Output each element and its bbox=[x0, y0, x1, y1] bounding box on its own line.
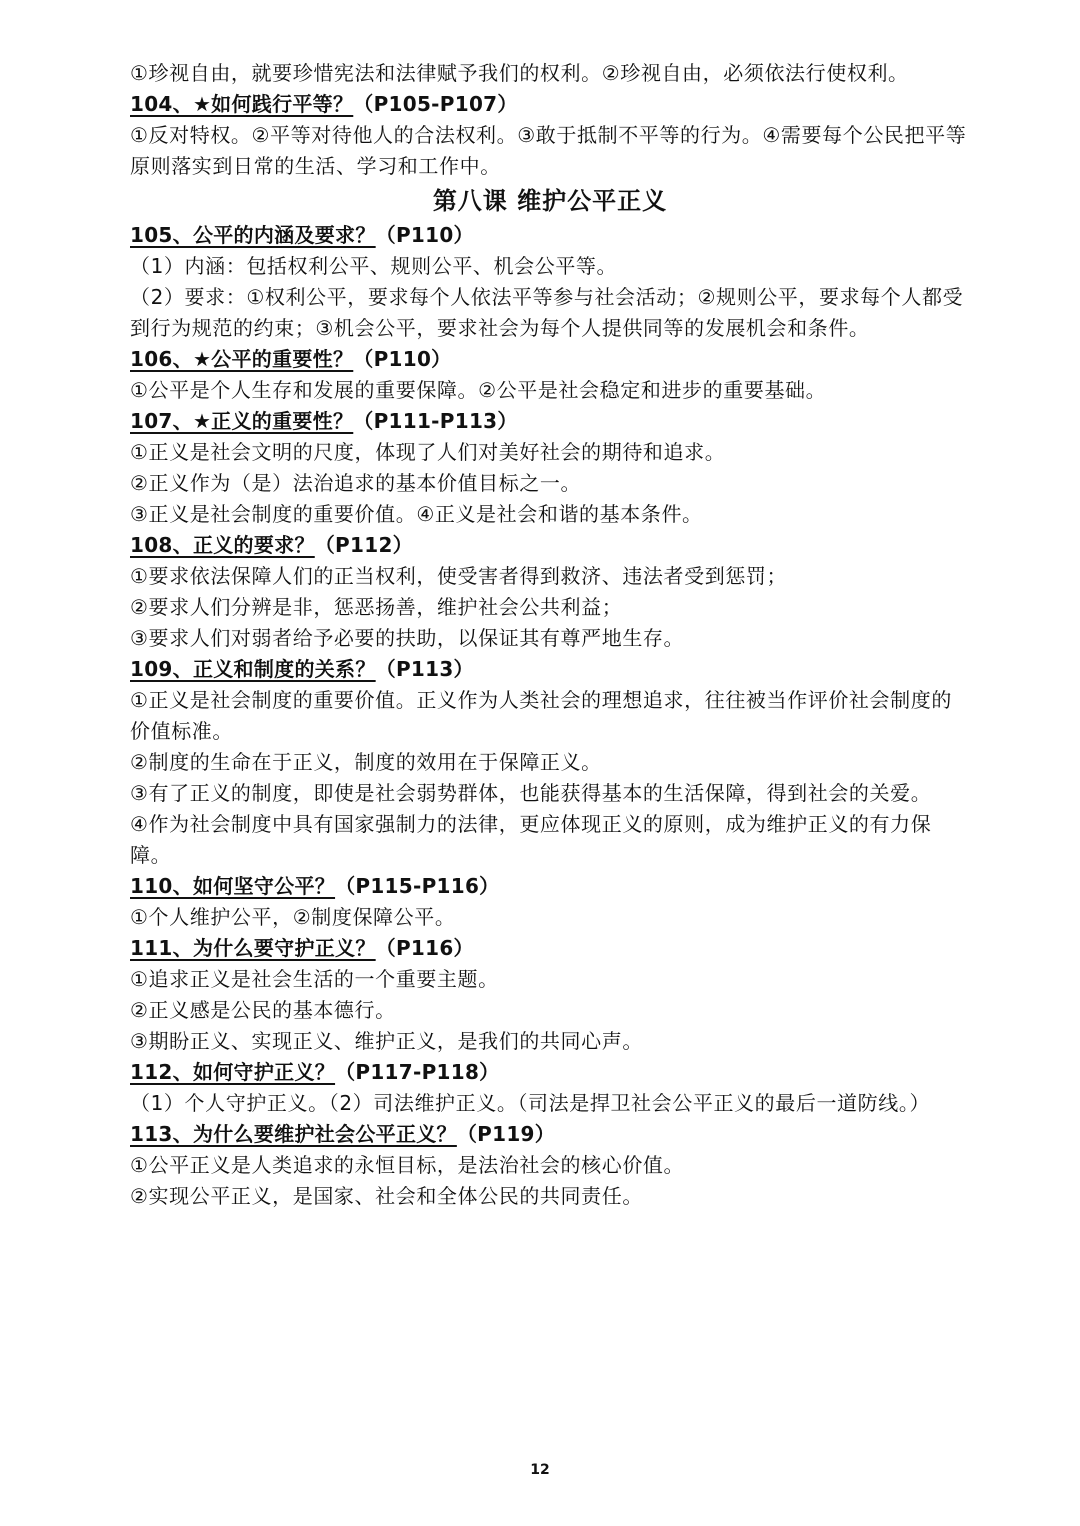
answer-105-2: （2）要求：①权利公平，要求每个人依法平等参与社会活动；②规则公平，要求每个人都受到行为规范的约束；③机会公平，要求社会为每个人提供同等的发展机会和条件。 bbox=[130, 285, 964, 340]
question-111 bbox=[130, 933, 970, 964]
answer-104: ①反对特权。②平等对待他人的合法权利。③敢于抵制不平等的行为。④需要每个公民把平等原则落实到日常的生活、学习和工作中。 bbox=[130, 123, 967, 178]
answer-111-2: ②正义感是公民的基本德行。 bbox=[130, 998, 396, 1022]
answer-109-2: ②制度的生命在于正义，制度的效用在于保障正义。 bbox=[130, 750, 602, 774]
question-title: 113、为什么要维护社会公平正义？ bbox=[130, 1122, 457, 1146]
answer-105-1: （1）内涵：包括权利公平、规则公平、机会公平等。 bbox=[130, 254, 618, 278]
answer-107-2: ②正义作为（是）法治追求的基本价值目标之一。 bbox=[130, 471, 582, 495]
question-112 bbox=[130, 1057, 970, 1088]
question-title: 111、为什么要守护正义？ bbox=[130, 936, 376, 960]
question-title: 106、★公平的重要性？ bbox=[130, 347, 354, 371]
question-107 bbox=[130, 406, 970, 437]
answer-109-3: ③有了正义的制度，即使是社会弱势群体，也能获得基本的生活保障，得到社会的关爱。 bbox=[130, 781, 932, 805]
answer-109-4: ④作为社会制度中具有国家强制力的法律，更应体现正义的原则，成为维护正义的有力保障。 bbox=[130, 812, 932, 867]
question-113 bbox=[130, 1119, 970, 1150]
question-105 bbox=[130, 220, 970, 251]
page-ref: （P111-P113） bbox=[353, 409, 518, 433]
document-body bbox=[130, 58, 970, 1212]
answer-113-1: ①公平正义是人类追求的永恒目标，是法治社会的核心价值。 bbox=[130, 1153, 685, 1177]
question-title: 105、公平的内涵及要求？ bbox=[130, 223, 376, 247]
page-ref: （P115-P116） bbox=[335, 874, 500, 898]
question-title: 109、正义和制度的关系？ bbox=[130, 657, 376, 681]
page-ref: （P110） bbox=[375, 223, 474, 247]
answer-111-3: ③期盼正义、实现正义、维护正义，是我们的共同心声。 bbox=[130, 1029, 643, 1053]
question-title: 104、★如何践行平等？ bbox=[130, 92, 354, 116]
answer-107-3: ③正义是社会制度的重要价值。④正义是社会和谐的基本条件。 bbox=[130, 502, 703, 526]
text-line: ①珍视自由，就要珍惜宪法和法律赋予我们的权利。②珍视自由，必须依法行使权利。 bbox=[130, 61, 909, 85]
lesson-heading: 第八课 维护公平正义 bbox=[432, 187, 668, 215]
answer-112: （1）个人守护正义。（2）司法维护正义。（司法是捍卫社会公平正义的最后一道防线。） bbox=[130, 1091, 931, 1115]
question-title: 107、★正义的重要性？ bbox=[130, 409, 354, 433]
page-number: 12 bbox=[530, 1462, 550, 1478]
page-ref: （P112） bbox=[314, 533, 413, 557]
question-104 bbox=[130, 89, 970, 120]
page-ref: （P117-P118） bbox=[335, 1060, 500, 1084]
answer-108-3: ③要求人们对弱者给予必要的扶助，以保证其有尊严地生存。 bbox=[130, 626, 685, 650]
answer-108-2: ②要求人们分辨是非，惩恶扬善，维护社会公共利益； bbox=[130, 595, 623, 619]
answer-107-1: ①正义是社会文明的尺度，体现了人们对美好社会的期待和追求。 bbox=[130, 440, 726, 464]
answer-109-1: ①正义是社会制度的重要价值。正义作为人类社会的理想追求，往往被当作评价社会制度的价值标准。 bbox=[130, 688, 952, 743]
question-108 bbox=[130, 530, 970, 561]
question-title: 108、正义的要求？ bbox=[130, 533, 315, 557]
question-title: 110、如何坚守公平？ bbox=[130, 874, 336, 898]
page-ref: （P113） bbox=[375, 657, 474, 681]
page-ref: （P105-P107） bbox=[353, 92, 518, 116]
answer-111-1: ①追求正义是社会生活的一个重要主题。 bbox=[130, 967, 499, 991]
answer-110: ①个人维护公平，②制度保障公平。 bbox=[130, 905, 456, 929]
page-ref: （P119） bbox=[456, 1122, 556, 1146]
question-106 bbox=[130, 344, 970, 375]
question-109 bbox=[130, 654, 970, 685]
page-ref: （P110） bbox=[353, 347, 452, 371]
answer-108-1: ①要求依法保障人们的正当权利，使受害者得到救济、违法者受到惩罚； bbox=[130, 564, 788, 588]
question-title: 112、如何守护正义？ bbox=[130, 1060, 336, 1084]
page-ref: （P116） bbox=[375, 936, 474, 960]
answer-113-2: ②实现公平正义，是国家、社会和全体公民的共同责任。 bbox=[130, 1184, 643, 1208]
question-110 bbox=[130, 871, 970, 902]
answer-106: ①公平是个人生存和发展的重要保障。②公平是社会稳定和进步的重要基础。 bbox=[130, 378, 827, 402]
